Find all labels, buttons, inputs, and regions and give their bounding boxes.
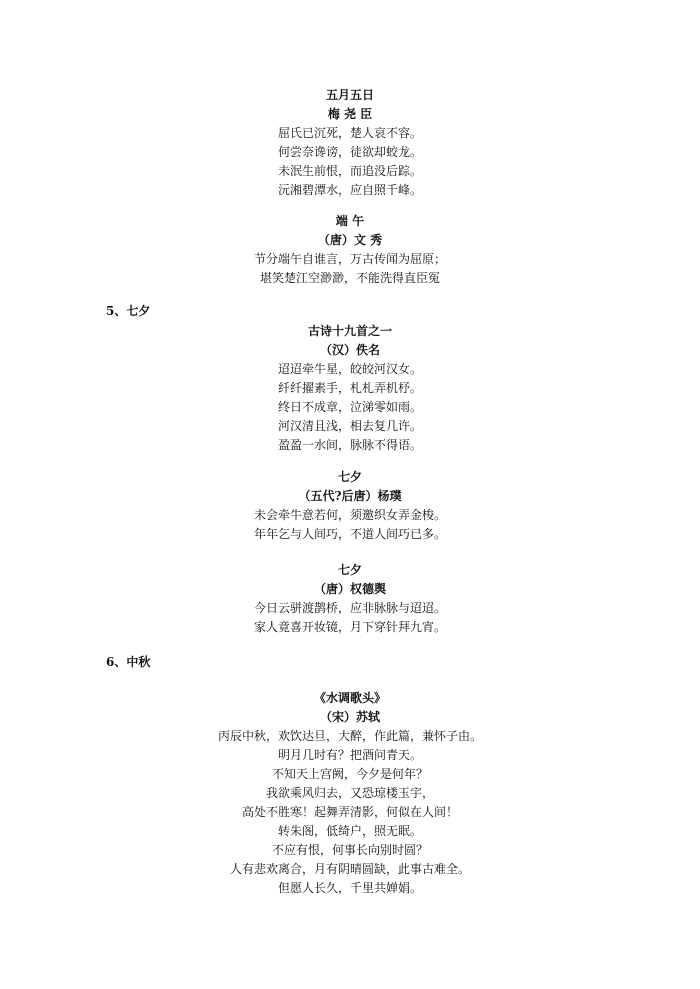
- poem-title: 五月五日: [325, 88, 374, 102]
- poem-line: 不知天上宫阙，今夕是何年？: [271, 767, 428, 781]
- poem-title: 《水调歌头》: [313, 691, 386, 705]
- poem-qixi-quandeyu: [0, 561, 700, 637]
- poem-line: 盈盈一水间，脉脉不得语。: [277, 438, 422, 452]
- poem-line: 今日云骈渡鹊桥，应非脉脉与迢迢。: [253, 601, 446, 615]
- poem-author: （五代?后唐）杨璞: [298, 489, 402, 503]
- poem-line: 不应有恨，何事长向别时圆？: [271, 843, 428, 857]
- poem-line: 纤纤擢素手，札札弄机杼。: [277, 381, 422, 395]
- poem-line: 家人竟喜开妆镜，月下穿针拜九宵。: [253, 620, 446, 634]
- poem-line: 未泯生前恨，而追没后踪。: [277, 164, 422, 178]
- poem-line: 但愿人长久，千里共婵娟。: [277, 881, 422, 895]
- poem-line: 高处不胜寒！起舞弄清影，何似在人间！: [241, 805, 458, 819]
- poem-author: （宋）苏轼: [319, 710, 380, 724]
- poem-duanwu: [0, 212, 700, 288]
- poem-title: 七夕: [337, 470, 362, 484]
- poem-line: 我欲乘风归去，又恐琼楼玉宇，: [265, 786, 434, 800]
- poem-qixi-yangpu: [0, 468, 700, 544]
- poem-author: 梅 尧 臣: [327, 107, 373, 121]
- poem-line: 未会牵牛意若何，须邀织女弄金梭。: [253, 508, 446, 522]
- poem-wuyuewuri: [0, 86, 700, 200]
- poem-line: 堪笑楚江空渺渺，不能洗得直臣冤: [259, 271, 440, 285]
- poem-line: 年年乞与人间巧，不道人间巧已多。: [253, 527, 446, 541]
- poem-line: 丙辰中秋，欢饮达旦，大醉，作此篇，兼怀子由。: [217, 729, 482, 743]
- section-heading-zhongqiu: 6、中秋: [106, 655, 151, 669]
- poem-line: 屈氏已沉死，楚人哀不容。: [277, 126, 422, 140]
- poem-line: 终日不成章，泣涕零如雨。: [277, 400, 422, 414]
- poem-author: （唐）文 秀: [317, 233, 383, 247]
- poem-line: 人有悲欢离合，月有阴晴圆缺，此事古难全。: [229, 862, 470, 876]
- poem-line: 转朱阁，低绮户，照无眠。: [277, 824, 422, 838]
- poem-line: 明月几时有？把酒问青天。: [277, 748, 422, 762]
- poem-author: （汉）佚名: [319, 343, 380, 357]
- poem-title: 端 午: [335, 214, 365, 228]
- poem-author: （唐）权德舆: [313, 582, 386, 596]
- poem-line: 沅湘碧潭水，应自照千峰。: [277, 183, 422, 197]
- poem-gushi: [0, 322, 700, 455]
- poem-line: 何尝奈谗谤，徒欲却蛟龙。: [277, 145, 422, 159]
- poem-shuidiaogetou: [0, 689, 700, 898]
- poem-line: 河汉清且浅，相去复几许。: [277, 419, 422, 433]
- poem-line: 节分端午自谁言，万古传闻为屈原；: [253, 252, 446, 266]
- poem-title: 七夕: [337, 563, 362, 577]
- poem-line: 迢迢牵牛星，皎皎河汉女。: [277, 362, 422, 376]
- section-heading-qixi: 5、七夕: [106, 304, 151, 318]
- poem-title: 古诗十九首之一: [307, 324, 392, 338]
